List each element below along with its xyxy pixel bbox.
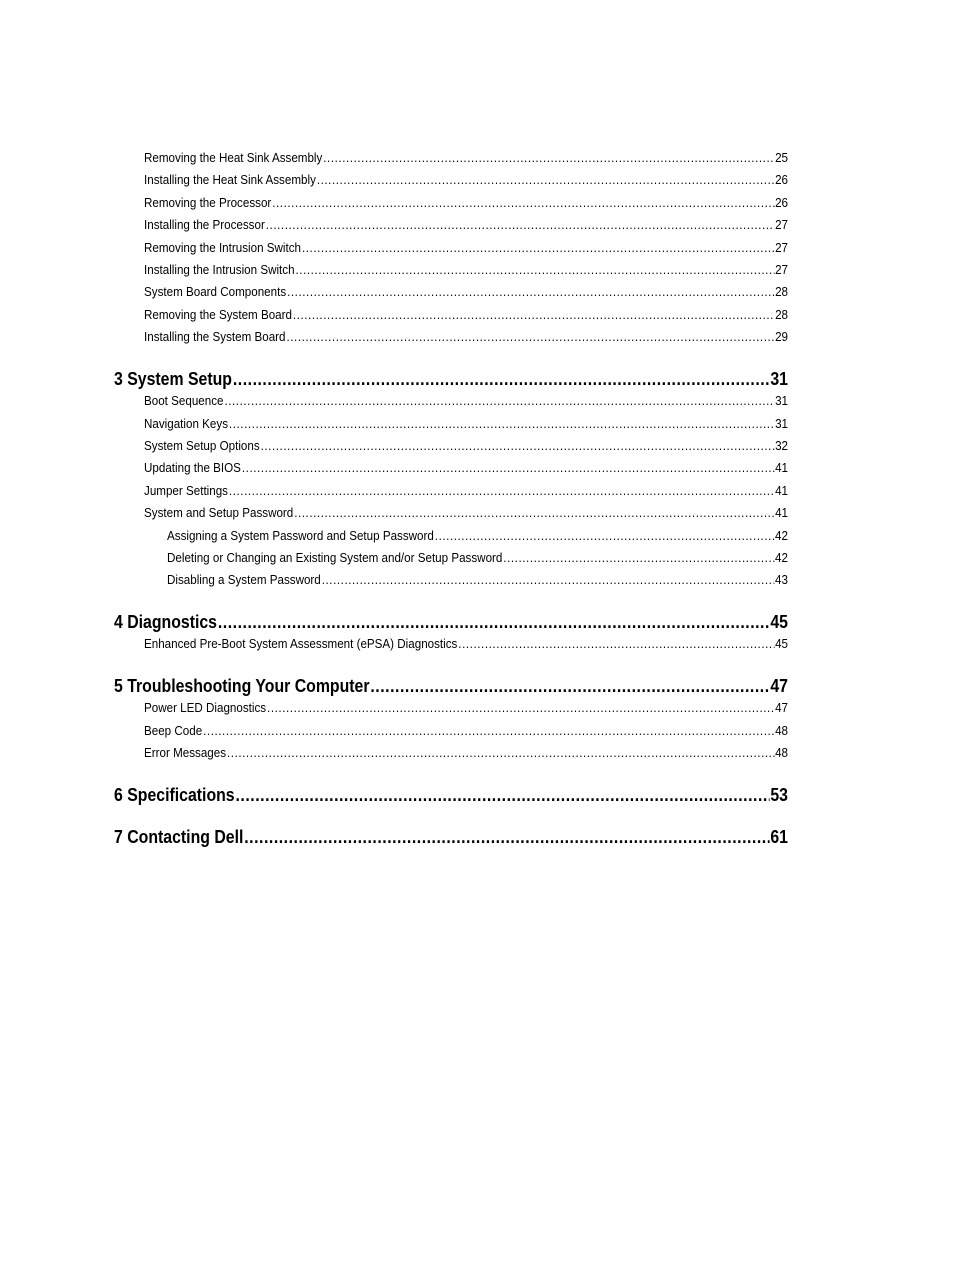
toc-entry-title: Error Messages (144, 746, 227, 761)
toc-dot-leader (370, 676, 769, 697)
toc-entry-title: 6 Specifications (114, 785, 235, 806)
toc-entry-title: Assigning a System Password and Setup Password (167, 528, 434, 543)
toc-entry-page-number: 27 (775, 218, 788, 233)
toc-entry-page-number: 28 (775, 285, 788, 300)
toc-entry-page-number: 41 (775, 461, 788, 476)
toc-dot-leader (261, 439, 775, 453)
toc-dot-leader (503, 551, 774, 565)
toc-dot-leader (294, 506, 774, 520)
toc-entry-page-number: 48 (775, 746, 788, 761)
toc-entry-page-number: 42 (775, 528, 788, 543)
toc-entry[interactable] (114, 369, 788, 393)
toc-entry-page-number: 31 (770, 369, 788, 390)
toc-entry[interactable] (144, 218, 788, 236)
toc-entry[interactable] (114, 827, 788, 851)
toc-entry[interactable] (144, 637, 788, 655)
toc-dot-leader (233, 369, 770, 390)
toc-entry[interactable] (144, 173, 788, 191)
toc-dot-leader (218, 612, 770, 633)
toc-entry[interactable] (144, 461, 788, 479)
toc-entry-title: Removing the Intrusion Switch (144, 240, 302, 255)
toc-dot-leader (266, 218, 774, 232)
toc-entry-title: System Board Components (144, 285, 287, 300)
toc-entry-title: Navigation Keys (144, 416, 229, 431)
toc-entry-title: Deleting or Changing an Existing System and/or Setup Password (167, 551, 503, 565)
toc-entry-title: Jumper Settings (144, 483, 229, 498)
toc-entry[interactable] (144, 417, 788, 435)
toc-entry[interactable] (144, 439, 788, 457)
toc-entry-title: Disabling a System Password (167, 573, 321, 588)
toc-dot-leader (229, 484, 774, 498)
toc-entry[interactable] (114, 785, 788, 809)
toc-entry-page-number: 45 (770, 612, 788, 633)
toc-entry-title: 5 Troubleshooting Your Computer (114, 676, 370, 697)
toc-entry[interactable] (144, 330, 788, 348)
toc-dot-leader (295, 263, 774, 277)
toc-entry-title: Power LED Diagnostics (144, 701, 267, 716)
toc-entry[interactable] (144, 151, 788, 169)
toc-entry-title: Removing the Processor (144, 195, 272, 210)
toc-entry-page-number: 27 (775, 240, 788, 255)
toc-entry[interactable] (144, 746, 788, 764)
toc-dot-leader (287, 285, 774, 299)
toc-entry-title: Installing the System Board (144, 330, 286, 345)
toc-entry-page-number: 42 (775, 551, 788, 565)
toc-entry[interactable] (144, 196, 788, 214)
toc-entry-page-number: 27 (775, 263, 788, 277)
toc-entry[interactable] (144, 263, 788, 281)
toc-entry[interactable] (167, 529, 788, 547)
toc-dot-leader (267, 701, 774, 715)
toc-entry-page-number: 32 (775, 439, 788, 453)
toc-entry-title: Removing the System Board (144, 307, 292, 322)
toc-entry-page-number: 41 (775, 483, 788, 498)
toc-entry-page-number: 29 (775, 330, 788, 345)
toc-entry[interactable] (167, 573, 788, 591)
toc-entry-page-number: 47 (775, 701, 788, 716)
toc-entry-page-number: 43 (775, 573, 788, 588)
toc-dot-leader (235, 785, 769, 806)
toc-dot-leader (272, 196, 774, 210)
toc-entry-title: Installing the Intrusion Switch (144, 263, 295, 277)
toc-entry-page-number: 26 (775, 173, 788, 188)
toc-entry[interactable] (144, 506, 788, 524)
toc-entry-page-number: 53 (770, 785, 788, 806)
toc-dot-leader (458, 637, 774, 651)
toc-entry-title: System and Setup Password (144, 506, 294, 521)
toc-dot-leader (224, 394, 774, 408)
toc-dot-leader (323, 151, 774, 165)
toc-dot-leader (242, 461, 774, 475)
toc-entry-title: Enhanced Pre-Boot System Assessment (ePSA) Diagnostics (144, 637, 458, 652)
toc-entry-title: 4 Diagnostics (114, 612, 218, 633)
toc-entry[interactable] (144, 285, 788, 303)
toc-entry[interactable] (167, 551, 788, 569)
toc-entry-title: Beep Code (144, 723, 203, 738)
toc-entry-page-number: 26 (775, 195, 788, 210)
toc-dot-leader (317, 173, 774, 187)
toc-dot-leader (435, 529, 774, 543)
toc-entry[interactable] (144, 724, 788, 742)
toc-entry-page-number: 28 (775, 307, 788, 322)
toc-entry-title: System Setup Options (144, 439, 260, 453)
toc-entry-title: Installing the Processor (144, 218, 265, 233)
toc-dot-leader (322, 573, 774, 587)
toc-entry-page-number: 61 (770, 827, 788, 848)
toc-entry-title: Boot Sequence (144, 394, 224, 409)
toc-entry-page-number: 31 (775, 416, 788, 431)
toc-entry[interactable] (144, 241, 788, 259)
toc-entry-page-number: 31 (775, 394, 788, 409)
toc-dot-leader (293, 308, 774, 322)
toc-entry-page-number: 48 (775, 723, 788, 738)
toc-entry-page-number: 47 (770, 676, 788, 697)
toc-entry-title: Installing the Heat Sink Assembly (144, 173, 316, 188)
toc-dot-leader (203, 724, 774, 738)
toc-entry[interactable] (144, 484, 788, 502)
toc-dot-leader (227, 746, 774, 760)
toc-dot-leader (244, 827, 769, 848)
toc-entry-page-number: 45 (775, 637, 788, 652)
toc-entry[interactable] (144, 394, 788, 412)
toc-entry[interactable] (114, 676, 788, 700)
toc-entry-page-number: 41 (775, 506, 788, 521)
toc-entry-title: 3 System Setup (114, 369, 232, 390)
toc-entry[interactable] (144, 701, 788, 719)
toc-entry[interactable] (144, 308, 788, 326)
toc-entry-title: 7 Contacting Dell (114, 827, 244, 848)
toc-entry-title: Updating the BIOS (144, 461, 241, 476)
toc-dot-leader (229, 417, 774, 431)
toc-dot-leader (302, 241, 774, 255)
toc-entry-page-number: 25 (775, 151, 788, 165)
toc-dot-leader (286, 330, 774, 344)
toc-entry-title: Removing the Heat Sink Assembly (144, 151, 323, 165)
toc-entry[interactable] (114, 612, 788, 636)
